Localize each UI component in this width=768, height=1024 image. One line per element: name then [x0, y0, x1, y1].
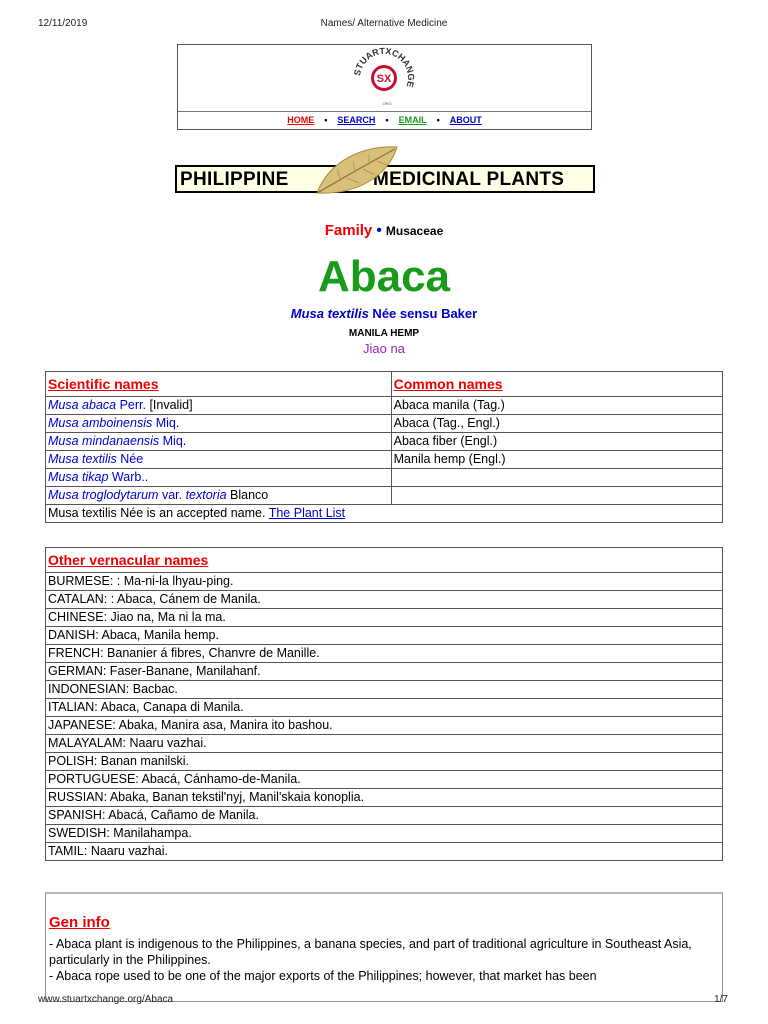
table-row	[46, 415, 723, 433]
local-name: Jiao na	[363, 341, 405, 356]
banner-text-left: PHILIPPINE	[180, 169, 289, 190]
vernacular-table	[45, 547, 723, 861]
gen-info-section	[45, 892, 723, 1002]
stuartxchange-logo[interactable]	[178, 45, 591, 111]
table-row: ITALIAN: Abaca, Canapa di Manila.	[46, 699, 723, 717]
leaf-icon	[311, 143, 401, 201]
sci-link[interactable]: Musa abaca Perr.	[48, 398, 146, 412]
family-line	[0, 222, 768, 239]
table-row: SPANISH: Abacá, Cañamo de Manila.	[46, 807, 723, 825]
family-label: Family	[324, 222, 373, 239]
vernacular-header: Other vernacular names	[46, 548, 723, 573]
site-header	[177, 44, 592, 130]
table-row: JAPANESE: Abaka, Manira asa, Manira ito bashou.	[46, 717, 723, 735]
sci-cell: Musa abaca Perr. [Invalid]	[46, 397, 392, 415]
logo-area	[178, 45, 591, 112]
logo-ring-text: STUARTXCHANGE	[352, 45, 417, 89]
print-url: www.stuartxchange.org/Abaca	[38, 994, 174, 1005]
top-nav	[178, 111, 591, 131]
table-row: FRENCH: Bananier á fibres, Chanvre de Manille.	[46, 645, 723, 663]
sci-cell	[46, 451, 392, 469]
table-row	[46, 433, 723, 451]
sci-link[interactable]: Musa troglodytarum var. textoria	[48, 488, 227, 502]
page-number: 1/7	[714, 994, 728, 1005]
scientific-names-header: Scientific names	[46, 372, 392, 397]
table-row: CATALAN: : Abaca, Cánem de Manila.	[46, 591, 723, 609]
common-cell: Abaca (Tag., Engl.)	[391, 415, 722, 433]
gen-info-paragraph: - Abaca rope used to be one of the major exports of the Philippines; however, that market has been	[49, 969, 597, 983]
plant-list-link[interactable]: The Plant List	[268, 506, 346, 520]
common-cell: Manila hemp (Engl.)	[391, 451, 722, 469]
logo-monogram: SX	[376, 73, 392, 85]
sci-cell: Musa amboinensis Miq.	[46, 415, 392, 433]
print-title: Names/ Alternative Medicine	[320, 18, 448, 29]
gen-info-header: Gen info	[49, 914, 110, 931]
page-title: Abaca	[317, 252, 451, 301]
table-row: TAMIL: Naaru vazhai.	[46, 843, 723, 861]
common-name: MANILA HEMP	[348, 328, 420, 339]
sci-link[interactable]: Musa tikap Warb..	[48, 470, 149, 484]
sci-link[interactable]: Musa mindanaensis Miq	[48, 434, 183, 448]
accepted-name-text: Musa textilis Née is an accepted name.	[48, 506, 269, 520]
banner-text-right: MEDICINAL PLANTS	[373, 169, 565, 190]
table-row	[46, 505, 723, 523]
gen-info-paragraph: - Abaca plant is indigenous to the Philippines, a banana species, and part of traditional agriculture in Southeast Asia, particularly in the Philippines.	[49, 937, 692, 967]
scientific-name-italic: Musa textilis	[290, 306, 369, 321]
table-row: RUSSIAN: Abaka, Banan tekstil'nyj, Manil'skaia konoplia.	[46, 789, 723, 807]
table-row	[46, 397, 723, 415]
table-row: MALAYALAM: Naaru vazhai.	[46, 735, 723, 753]
common-cell: Abaca manila (Tag.)	[391, 397, 722, 415]
nav-separator: •	[385, 115, 389, 125]
scientific-name-author: Née sensu Baker	[368, 306, 478, 321]
table-row: GERMAN: Faser-Banane, Manilahanf.	[46, 663, 723, 681]
nav-separator: •	[324, 115, 328, 125]
names-table-header	[46, 372, 723, 397]
sci-cell: Musa troglodytarum var. textoria Blanco	[46, 487, 392, 505]
nav-about-link[interactable]: ABOUT	[449, 115, 482, 125]
sci-cell: Musa mindanaensis Miq.	[46, 433, 392, 451]
print-date: 12/11/2019	[38, 18, 88, 29]
family-bullet: •	[376, 222, 382, 239]
common-names-header: Common names	[391, 372, 722, 397]
table-row: POLISH: Banan manilski.	[46, 753, 723, 771]
site-banner	[173, 143, 597, 201]
sci-cell	[46, 469, 392, 487]
table-row	[46, 451, 723, 469]
nav-home-link[interactable]: HOME	[287, 115, 315, 125]
nav-search-link[interactable]: SEARCH	[337, 115, 376, 125]
table-row: BURMESE: : Ma-ni-la lhyau-ping.	[46, 573, 723, 591]
sci-link[interactable]: Musa amboinensis Miq	[48, 416, 176, 430]
accepted-name-cell	[46, 505, 723, 523]
table-row: SWEDISH: Manilahampa.	[46, 825, 723, 843]
table-row: CHINESE: Jiao na, Ma ni la ma.	[46, 609, 723, 627]
family-value: Musaceae	[385, 224, 444, 238]
nav-separator: •	[436, 115, 440, 125]
table-row: INDONESIAN: Bacbac.	[46, 681, 723, 699]
nav-email-link[interactable]: EMAIL	[398, 115, 427, 125]
common-cell: Abaca fiber (Engl.)	[391, 433, 722, 451]
scientific-name	[0, 306, 768, 321]
table-row: PORTUGUESE: Abacá, Cánhamo-de-Manila.	[46, 771, 723, 789]
common-cell	[391, 487, 722, 505]
logo-small: ORG	[382, 101, 392, 106]
table-row	[46, 469, 723, 487]
table-row: DANISH: Abaca, Manila hemp.	[46, 627, 723, 645]
names-table	[45, 371, 723, 523]
table-row	[46, 487, 723, 505]
common-cell	[391, 469, 722, 487]
sci-link[interactable]: Musa textilis Née	[48, 452, 144, 466]
